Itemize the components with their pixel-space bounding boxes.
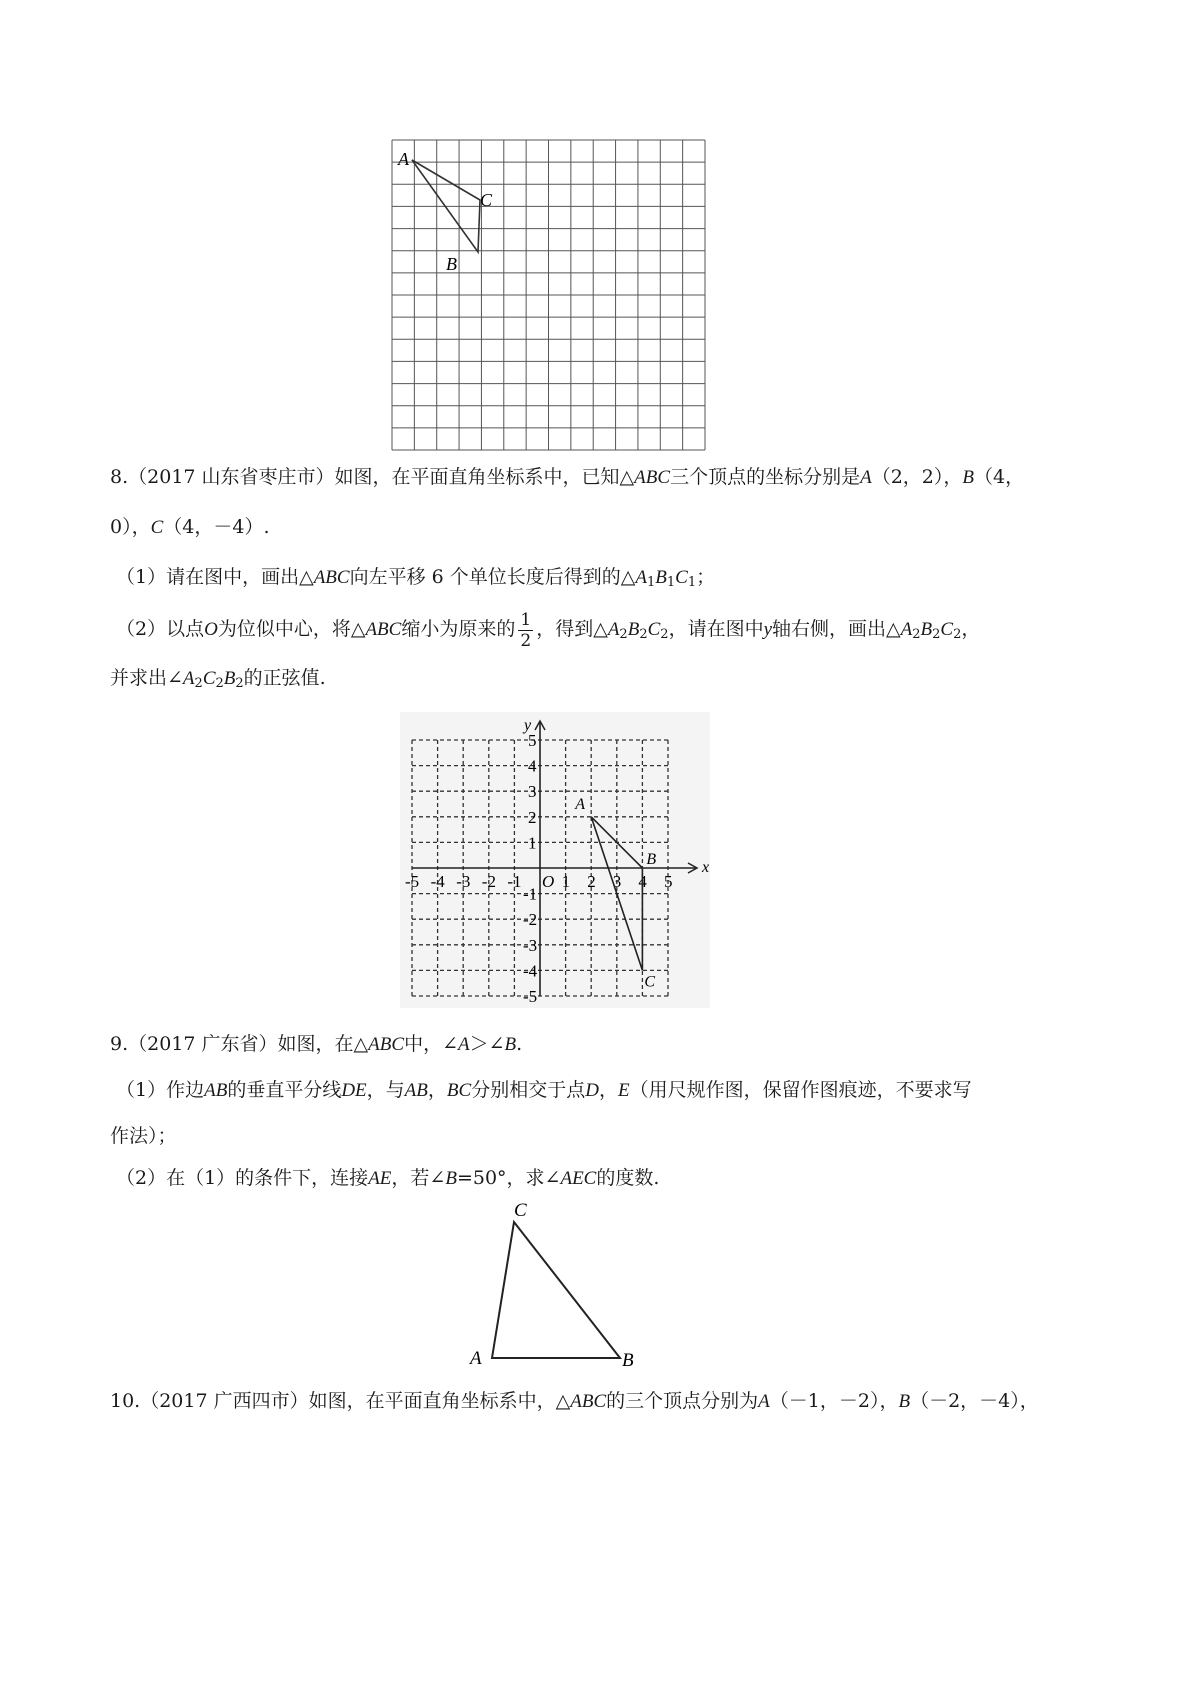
q9-number: 9.: [110, 1033, 129, 1055]
x-tick-label: -5: [405, 872, 420, 891]
x-tick-label: -1: [507, 872, 522, 891]
q10-tri: ABC: [570, 1391, 607, 1412]
q8-part-1: [116, 564, 715, 591]
q9-text: ，: [427, 1079, 447, 1101]
q8-number: 8.: [110, 466, 129, 488]
y-tick-label: -1: [523, 884, 538, 904]
point-label-b: B: [646, 851, 657, 868]
q10-number: 10.: [110, 1390, 141, 1412]
x-tick-label: -3: [456, 872, 471, 891]
label-c: C: [514, 1200, 527, 1221]
q10-source: （2017 广西四市）: [140, 1390, 309, 1412]
q10-coord-a: （－1，－2），: [769, 1390, 899, 1412]
x-tick-label: 2: [587, 872, 596, 891]
q8-point-b: B: [962, 467, 974, 488]
q9-text: （1）作边: [116, 1079, 205, 1101]
triangle-abc: [492, 1222, 620, 1358]
vertex: B: [223, 668, 236, 689]
q8-text: ，请在图中: [668, 618, 764, 640]
q9-text: ，: [598, 1079, 618, 1101]
x-tick-label: 4: [638, 872, 647, 891]
x-tick-label: -2: [481, 872, 496, 891]
subscript: 2: [639, 627, 648, 642]
q8-text: 缩小为原来的: [401, 618, 516, 640]
angle-b: B: [504, 1034, 517, 1055]
origin-label: O: [542, 872, 555, 891]
fraction-one-half: [518, 610, 533, 651]
q8-text: ，: [961, 618, 981, 640]
q8-text: 轴右侧，画出△: [772, 618, 901, 640]
q8-line-1: [110, 464, 1024, 491]
x-tick-label: 3: [612, 872, 622, 891]
vertex: B: [627, 619, 640, 640]
angle-a: A: [457, 1034, 470, 1055]
fraction-numerator: 1: [520, 609, 532, 630]
point-label-c: C: [644, 973, 656, 991]
grid-lines: [392, 140, 705, 450]
q9-part-1-line-2: [110, 1123, 177, 1149]
vertex: C: [675, 567, 688, 588]
y-tick-label: -2: [523, 910, 538, 930]
q8-coord-b: 0），: [110, 516, 151, 538]
label-b: B: [446, 254, 457, 274]
q8-line-2: [110, 514, 270, 541]
label-b: B: [622, 1350, 634, 1371]
triangle-figure: [460, 1196, 660, 1374]
q8-text: （2）以点: [116, 618, 205, 640]
subscript: 2: [194, 676, 203, 691]
q9-text: ＞∠: [469, 1033, 505, 1055]
q8-part-2: [116, 604, 980, 655]
q8-tri: ABC: [365, 619, 402, 640]
subscript: 1: [666, 575, 676, 590]
q9-part-1: [116, 1077, 972, 1104]
label-c: C: [480, 190, 493, 210]
q9-text: 的度数.: [596, 1167, 660, 1189]
q8-text: 如图，在平面直角坐标系中，已知△: [334, 466, 635, 488]
subscript: 2: [235, 676, 244, 691]
y-tick-label: 4: [528, 756, 537, 776]
q9-text: 的垂直平分线: [227, 1079, 342, 1101]
subscript: 1: [687, 575, 697, 590]
fraction-denominator: 2: [520, 630, 532, 651]
x-tick-label: 5: [664, 872, 673, 891]
q9-part-2: [116, 1165, 659, 1192]
q9-text: 作法）；: [110, 1125, 177, 1147]
q9-text: ，若∠: [391, 1167, 446, 1189]
q9-line-1: [110, 1031, 522, 1058]
q10-point-b: B: [898, 1391, 911, 1412]
q9-text: .: [516, 1033, 523, 1055]
vertex: B: [920, 619, 933, 640]
q9-tri: ABC: [368, 1034, 405, 1055]
vertex: C: [647, 619, 661, 640]
q8-text: 为位似中心，将△: [217, 618, 366, 640]
plot-background: [400, 712, 710, 1008]
y-axis-label: y: [524, 717, 532, 734]
q8-point-c: C: [150, 517, 164, 538]
q8-text: （1）请在图中，画出△: [116, 566, 314, 588]
label-a: A: [398, 149, 409, 169]
q8-text: 三个顶点的坐标分别是: [670, 466, 861, 488]
label-a: A: [470, 1348, 482, 1369]
y-tick-label: -4: [523, 961, 538, 981]
q8-coord-a: （2，2），: [871, 466, 963, 488]
q9-text: 如图，在△: [277, 1033, 369, 1055]
q9-text: 中，∠: [404, 1033, 458, 1055]
q8-coord-b: （4，: [973, 466, 1025, 488]
vertex: A: [635, 567, 647, 588]
vertex: A: [607, 619, 620, 640]
x-axis-label: x: [702, 859, 710, 876]
q9-text: （2）在（1）的条件下，连接: [116, 1167, 369, 1189]
q8-tri: ABC: [313, 567, 350, 588]
q10-line-1: [110, 1388, 1039, 1415]
grid-figure-1: [390, 136, 720, 456]
q10-text: 如图，在平面直角坐标系中，△: [308, 1390, 571, 1412]
q10-text: 的三个顶点分别为: [606, 1390, 759, 1412]
x-tick-label: 1: [561, 872, 571, 891]
q8-point-a: A: [860, 467, 872, 488]
q8-text: 的正弦值.: [243, 667, 326, 689]
q9-text: ，与: [366, 1079, 405, 1101]
seg-de: DE: [341, 1080, 367, 1101]
q8-text: ；: [696, 566, 716, 588]
seg-ab: AB: [404, 1080, 428, 1101]
y-tick-label: -5: [523, 987, 538, 1006]
y-tick-label: 3: [528, 782, 537, 802]
q8-text: ，得到△: [536, 618, 608, 640]
y-tick-label: -3: [523, 935, 538, 955]
q8-source: （2017 山东省枣庄市）: [128, 466, 335, 488]
point-o: O: [204, 619, 218, 640]
coordinate-plane: [400, 712, 710, 1008]
vertex: B: [655, 567, 667, 588]
vertex: A: [900, 619, 913, 640]
q8-tri: ABC: [634, 467, 671, 488]
q8-text: 向左平移 6 个单位长度后得到的△: [349, 566, 636, 588]
vertex: C: [940, 619, 954, 640]
point-label-a: A: [575, 795, 585, 813]
point-d: D: [585, 1080, 599, 1101]
vertex: C: [202, 668, 216, 689]
seg-ae: AE: [368, 1168, 392, 1189]
angle-b: B: [445, 1168, 457, 1189]
seg-ab: AB: [204, 1080, 228, 1101]
subscript: 1: [646, 575, 656, 590]
subscript: 2: [932, 627, 941, 642]
subscript: 2: [619, 627, 628, 642]
q8-coord-c: （4，－4）.: [163, 516, 270, 538]
subscript: 2: [953, 627, 962, 642]
q9-text: 分别相交于点: [471, 1079, 586, 1101]
y-tick-label: 5: [528, 731, 537, 750]
q9-source: （2017 广东省）: [128, 1033, 278, 1055]
x-tick-label: -4: [430, 872, 445, 891]
q8-text: 并求出∠: [110, 667, 183, 689]
axis-y: y: [763, 619, 773, 640]
q9-text: （用尺规作图，保留作图痕迹，不要求写: [629, 1079, 972, 1101]
subscript: 2: [912, 627, 921, 642]
seg-bc: BC: [446, 1080, 472, 1101]
y-tick-label: 1: [528, 833, 537, 853]
y-tick-label: 2: [528, 807, 537, 827]
point-e: E: [617, 1080, 630, 1101]
subscript: 2: [215, 676, 224, 691]
q9-text: =50°，求∠: [456, 1167, 561, 1189]
subscript: 2: [660, 627, 669, 642]
angle-aec: AEC: [560, 1168, 597, 1189]
q10-point-a: A: [758, 1391, 770, 1412]
q10-coord-b: （－2，－4），: [910, 1390, 1039, 1412]
q8-part-2-line-2: [110, 665, 326, 692]
vertex: A: [182, 668, 195, 689]
